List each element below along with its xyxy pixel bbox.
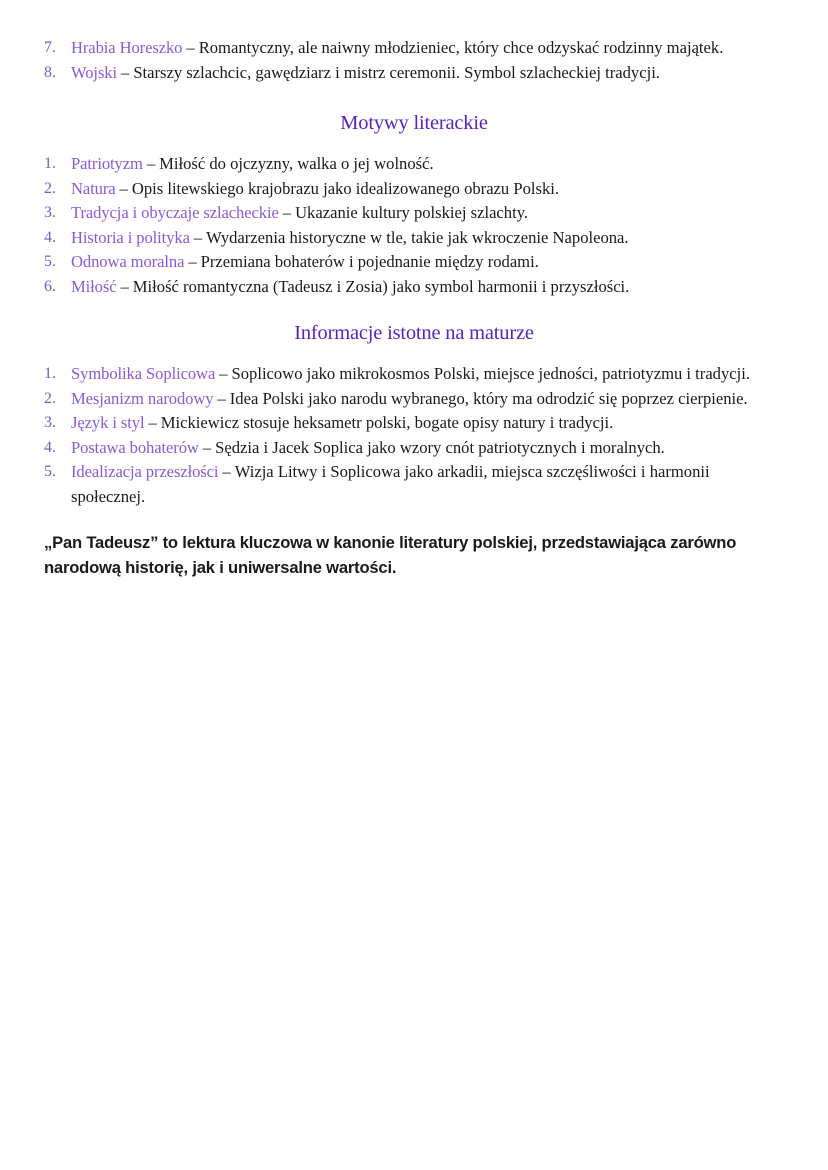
item-description: Soplicowo jako mikrokosmos Polski, miejsce jedności, patriotyzmu i tradycji.: [231, 364, 751, 383]
item-dash: –: [193, 227, 203, 247]
item-description: Przemiana bohaterów i pojednanie między rodami.: [200, 252, 539, 271]
item-number: 3.: [44, 204, 56, 221]
item-term: Symbolika Soplicowa: [71, 364, 216, 383]
item-number: 7.: [44, 39, 56, 56]
item-number: 1.: [44, 155, 56, 172]
exam-info-heading: Informacje istotne na maturze: [294, 322, 534, 344]
list-item: [44, 362, 784, 387]
list-item: [44, 250, 784, 275]
item-description: Opis litewskiego krajobrazu jako idealizowanego obrazu Polski.: [131, 178, 560, 198]
item-dash: –: [217, 388, 226, 408]
item-dash: –: [222, 462, 231, 481]
item-body: [71, 201, 784, 226]
item-number: 2.: [44, 389, 56, 407]
motifs-list: [44, 152, 784, 299]
item-body: [71, 226, 784, 251]
list-item: [44, 436, 784, 461]
item-term: Mesjanizm narodowy: [71, 388, 214, 408]
character-list: [44, 36, 784, 85]
item-dash: –: [148, 413, 157, 432]
item-body: [71, 411, 784, 436]
list-item: [44, 411, 784, 436]
list-item: [44, 201, 784, 226]
item-dash: –: [186, 38, 195, 57]
item-dash: –: [219, 364, 228, 383]
item-dash: –: [119, 178, 128, 198]
item-body: [71, 177, 784, 202]
item-description: Wydarzenia historyczne w tle, takie jak wkroczenie Napoleona.: [206, 227, 629, 247]
item-term: Patriotyzm: [71, 154, 143, 173]
item-number: 4.: [44, 228, 56, 246]
item-description: Miłość romantyczna (Tadeusz i Zosia) jako symbol harmonii i przyszłości.: [132, 276, 630, 296]
item-term: Natura: [71, 178, 116, 198]
list-item: [44, 61, 784, 86]
item-dash: –: [120, 276, 129, 296]
item-number: 3.: [44, 414, 56, 431]
motifs-heading: Motywy literackie: [340, 112, 488, 134]
item-term: Wojski: [71, 62, 118, 82]
item-number: 6.: [44, 277, 56, 295]
list-item: [44, 152, 784, 177]
item-body: [71, 387, 784, 412]
item-description: Mickiewicz stosuje heksametr polski, bogate opisy natury i tradycji.: [160, 413, 614, 432]
item-number: 1.: [44, 365, 56, 382]
item-dash: –: [202, 437, 212, 457]
exam-info-list: [44, 362, 784, 509]
list-item: [44, 36, 784, 61]
item-number: 5.: [44, 463, 56, 480]
item-number: 4.: [44, 438, 56, 456]
item-body: [71, 61, 784, 86]
item-term: Język i styl: [71, 413, 145, 432]
item-description: Sędzia i Jacek Soplica jako wzory cnót patriotycznych i moralnych.: [215, 437, 665, 457]
item-body: [71, 275, 784, 300]
item-body: [71, 152, 784, 177]
item-dash: –: [282, 203, 292, 222]
list-item: [44, 460, 784, 509]
item-dash: –: [146, 154, 156, 173]
item-term: Tradycja i obyczaje szlacheckie: [71, 203, 279, 222]
item-description: Starszy szlachcic, gawędziarz i mistrz ceremonii. Symbol szlacheckiej tradycji.: [133, 62, 660, 82]
item-body: [71, 362, 784, 387]
item-dash: –: [121, 62, 130, 82]
item-dash: –: [188, 252, 197, 271]
item-description: Ukazanie kultury polskiej szlachty.: [295, 203, 529, 222]
item-number: 2.: [44, 179, 56, 197]
item-number: 8.: [44, 63, 56, 81]
item-description: Idea Polski jako narodu wybranego, który ma odrodzić się poprzez cierpienie.: [229, 388, 748, 408]
item-body: [71, 460, 784, 509]
list-item: [44, 177, 784, 202]
list-item: [44, 275, 784, 300]
list-item: [44, 226, 784, 251]
item-description: Romantyczny, ale naiwny młodzieniec, który chce odzyskać rodzinny majątek.: [198, 38, 724, 57]
item-body: [71, 36, 784, 61]
item-number: 5.: [44, 253, 56, 270]
item-description: Miłość do ojczyzny, walka o jej wolność.: [159, 154, 434, 173]
item-term: Postawa bohaterów: [71, 437, 199, 457]
item-term: Hrabia Horeszko: [71, 38, 183, 57]
list-item: [44, 387, 784, 412]
item-term: Idealizacja przeszłości: [71, 462, 219, 481]
item-body: [71, 436, 784, 461]
item-body: [71, 250, 784, 275]
item-description: Wizja Litwy i Soplicowa jako arkadii, miejsca szczęśliwości i harmonii społecznej.: [71, 462, 710, 506]
item-term: Miłość: [71, 276, 117, 296]
item-term: Historia i polityka: [71, 227, 190, 247]
item-term: Odnowa moralna: [71, 252, 185, 271]
summary-paragraph: „Pan Tadeusz” to lektura kluczowa w kanonie literatury polskiej, przedstawiająca zarówno narodową historię, jak i uniwersalne wartości.: [44, 533, 737, 577]
